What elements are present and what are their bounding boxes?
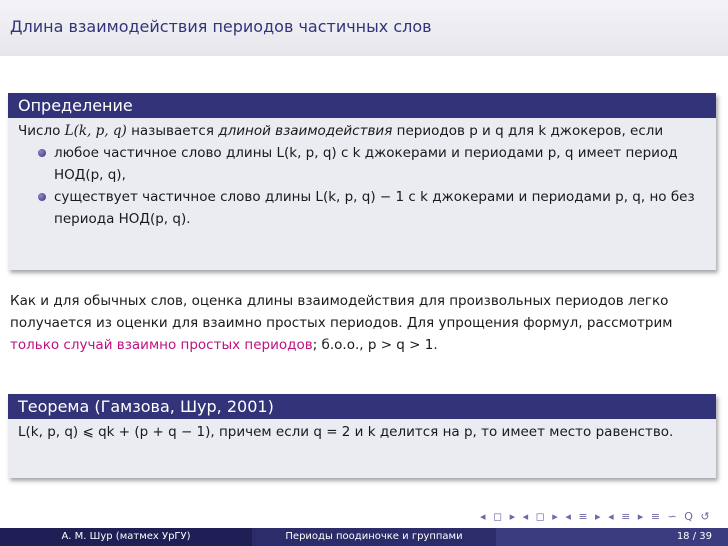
definition-block bbox=[8, 93, 716, 270]
paragraph-post: ; б.о.о., p > q > 1. bbox=[312, 337, 438, 353]
paragraph-pre: Как и для обычных слов, оценка длины взаимодействия для произвольных периодов легко получается из оценки для взаимно простых периодов. Для упрощения формул, рассмотрим bbox=[10, 293, 673, 331]
intro-term: L(k, p, q) bbox=[64, 123, 127, 139]
footer-page-number: 18 / 39 bbox=[496, 528, 728, 546]
slide-title: Длина взаимодействия периодов частичных слов bbox=[10, 17, 432, 36]
slide-header bbox=[0, 0, 728, 56]
slide-footer bbox=[0, 528, 728, 546]
definition-heading: Определение bbox=[8, 93, 716, 118]
bullet-2-text: существует частичное слово длины L(k, p, q) − 1 с k джокерами и периодами p, q, но без периода НОД(p, q). bbox=[54, 189, 695, 227]
definition-bullet-1 bbox=[18, 142, 706, 186]
intro-pre: Число bbox=[18, 123, 65, 139]
explanation-paragraph bbox=[10, 290, 710, 356]
beamer-navigation[interactable]: ◂ ◻ ▸ ◂ ◻ ▸ ◂ ≡ ▸ ◂ ≡ ▸ ≡ ∽ Q ↺ bbox=[480, 510, 712, 523]
footer-author: А. М. Шур (матмех УрГУ) bbox=[0, 528, 252, 546]
bullet-dot-icon bbox=[38, 149, 46, 157]
definition-body bbox=[8, 118, 716, 236]
footer-talk-title: Периоды поодиночке и группами bbox=[252, 528, 496, 546]
intro-emphasis: длиной взаимодействия bbox=[218, 123, 393, 139]
bullet-1-text: любое частичное слово длины L(k, p, q) с k джокерами и периодами p, q имеет период НОД(p, q), bbox=[54, 145, 678, 183]
definition-intro bbox=[18, 120, 706, 142]
theorem-heading: Теорема (Гамзова, Шур, 2001) bbox=[8, 394, 716, 419]
theorem-block bbox=[8, 394, 716, 478]
theorem-body: L(k, p, q) ⩽ qk + (p + q − 1), причем если q = 2 и k делится на p, то имеет место равенство. bbox=[18, 424, 674, 440]
intro-post: периодов p и q для k джокеров, если bbox=[392, 123, 664, 139]
definition-bullet-2 bbox=[18, 186, 706, 230]
intro-mid: называется bbox=[126, 123, 219, 139]
bullet-dot-icon bbox=[38, 193, 46, 201]
paragraph-highlight: только случай взаимно простых периодов bbox=[10, 337, 313, 353]
